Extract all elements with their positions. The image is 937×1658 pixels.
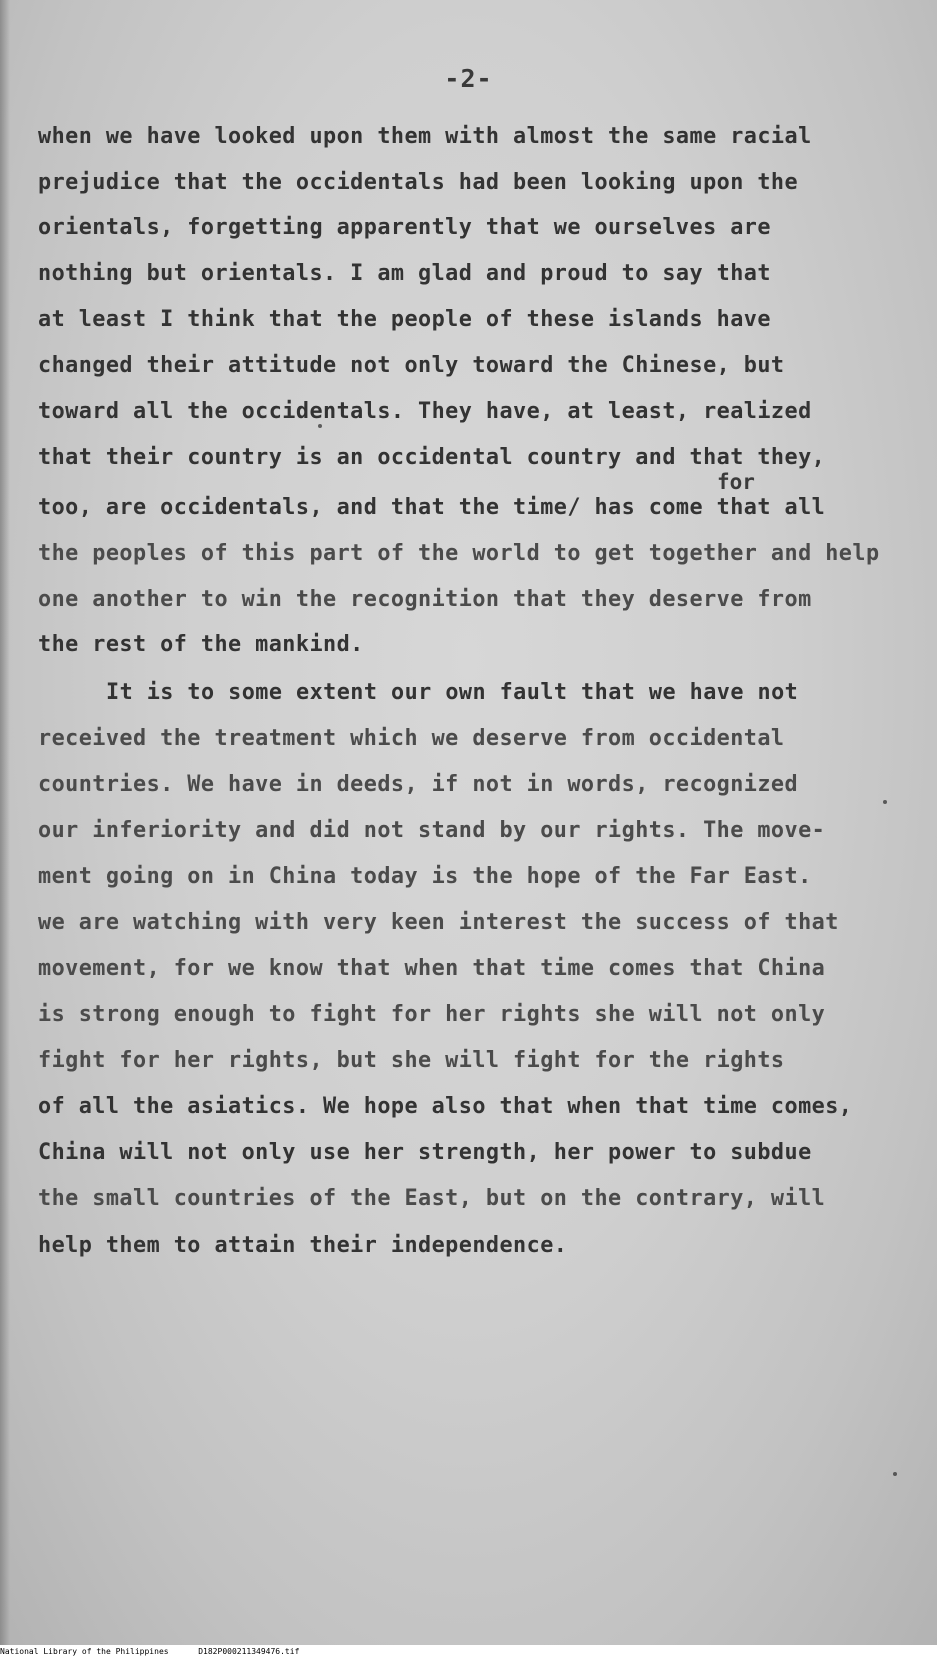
page-edge-shadow xyxy=(0,0,10,1645)
text-line-3: orientals, forgetting apparently that we ourselves are xyxy=(38,215,771,240)
text-line-10: the peoples of this part of the world to get together and help xyxy=(38,541,880,566)
text-line-5: at least I think that the people of these islands have xyxy=(38,307,771,332)
text-line-8: that their country is an occidental country and that they, xyxy=(38,445,826,470)
text-line-23: China will not only use her strength, her power to subdue xyxy=(38,1140,812,1165)
text-line-15: countries. We have in deeds, if not in words, recognized xyxy=(38,772,799,797)
text-line-11: one another to win the recognition that they deserve from xyxy=(38,587,812,612)
text-line-21: fight for her rights, but she will fight for the rights xyxy=(38,1048,785,1073)
text-line-2: prejudice that the occidentals had been looking upon the xyxy=(38,170,799,195)
text-line-9: too, are occidentals, and that the time/ has come that all xyxy=(38,495,826,520)
text-line-25: help them to attain their independence. xyxy=(38,1233,568,1258)
ink-speck xyxy=(893,1472,897,1476)
ink-speck xyxy=(883,800,887,804)
footer-source: National Library of the Philippines xyxy=(0,1647,169,1656)
text-line-6: changed their attitude not only toward the Chinese, but xyxy=(38,353,785,378)
footer-file-id: D182P000211349476.tif xyxy=(198,1647,300,1656)
text-line-20: is strong enough to fight for her rights she will not only xyxy=(38,1002,826,1027)
text-line-1: when we have looked upon them with almost the same racial xyxy=(38,124,812,149)
text-line-17: ment going on in China today is the hope of the Far East. xyxy=(38,864,812,889)
text-line-7: toward all the occidentals. They have, at least, realized xyxy=(38,399,812,424)
handwritten-insert: for xyxy=(717,470,755,494)
text-line-18: we are watching with very keen interest the success of that xyxy=(38,910,839,935)
text-line-19: movement, for we know that when that time comes that China xyxy=(38,956,826,981)
text-line-14: received the treatment which we deserve from occidental xyxy=(38,726,785,751)
page-number: -2- xyxy=(444,64,493,93)
text-line-24: the small countries of the East, but on the contrary, will xyxy=(38,1186,826,1211)
text-line-12: the rest of the mankind. xyxy=(38,632,364,657)
text-line-16: our inferiority and did not stand by our rights. The move- xyxy=(38,818,826,843)
ink-speck xyxy=(318,424,322,428)
text-line-22: of all the asiatics. We hope also that when that time comes, xyxy=(38,1094,853,1119)
text-line-4: nothing but orientals. I am glad and proud to say that xyxy=(38,261,771,286)
scan-footer xyxy=(0,1645,937,1658)
text-line-13: It is to some extent our own fault that we have not xyxy=(106,680,799,705)
